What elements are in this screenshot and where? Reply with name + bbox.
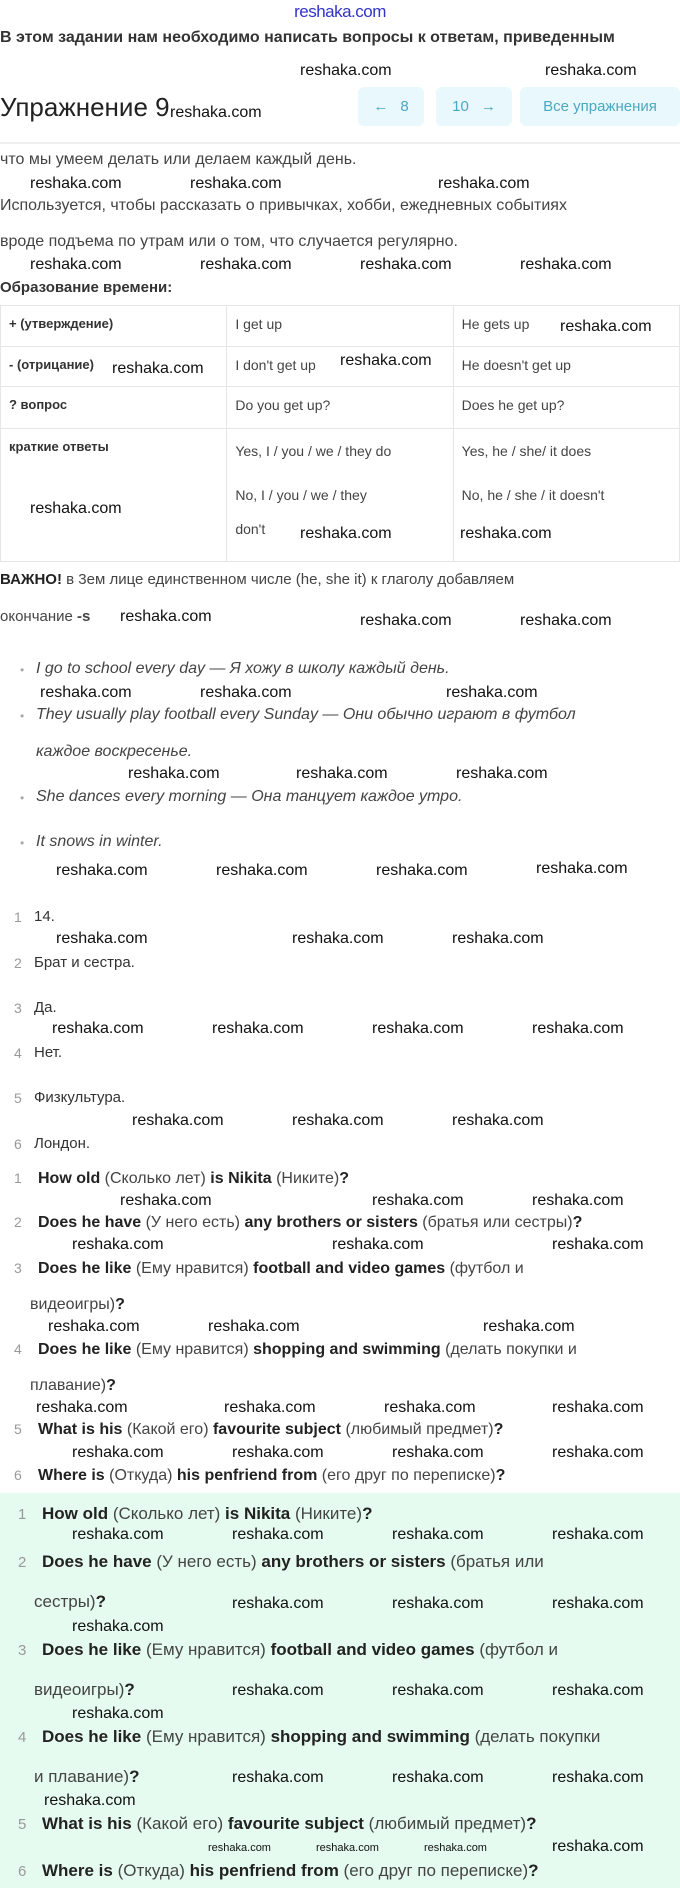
watermark: reshaka.com (212, 1020, 304, 1037)
translation: (У него есть) (141, 1214, 245, 1231)
watermark: reshaka.com (120, 1192, 212, 1209)
paragraph: Используется, чтобы рассказать о привычках, хобби, ежедневных событиях (0, 197, 567, 214)
watermark: reshaka.com (216, 862, 308, 879)
bold-phrase: ? (572, 1214, 583, 1231)
bold-phrase: Does he like (42, 1727, 142, 1746)
bold-phrase: any brothers or sisters (244, 1214, 418, 1231)
watermark: reshaka.com (552, 1399, 644, 1416)
cell-i: Do you get up? (227, 387, 453, 429)
bold-phrase: ? (124, 1680, 135, 1699)
example-item-cont: каждое воскресенье. (36, 743, 193, 760)
watermark: reshaka.com (392, 1595, 484, 1612)
item-number: 6 (14, 1467, 22, 1483)
watermark: reshaka.com (340, 352, 432, 369)
bold-phrase: Where is (38, 1467, 105, 1484)
watermark: reshaka.com (520, 256, 612, 273)
answer-item: Брат и сестра. (34, 954, 135, 971)
item-number: 4 (18, 1729, 27, 1746)
watermark: reshaka.com (392, 1682, 484, 1699)
bold-phrase: How old (42, 1504, 109, 1523)
arrow-left-icon: ← (373, 98, 389, 115)
watermark: reshaka.com (296, 765, 388, 782)
watermark: reshaka.com (392, 1769, 484, 1786)
paragraph: вроде подъема по утрам или о том, что случается регулярно. (0, 233, 458, 250)
watermark: reshaka.com (392, 1444, 484, 1461)
cell-i: I get up (227, 306, 453, 347)
bold-phrase: shopping and swimming (253, 1341, 441, 1358)
bold-phrase: football and video games (253, 1260, 446, 1277)
example-item: • It snows in winter. (36, 833, 163, 851)
example-item: • They usually play football every Sunday — Они обычно играют в футбол (36, 706, 576, 724)
bold-phrase: How old (38, 1170, 101, 1187)
important-prefix: окончание (0, 608, 78, 625)
translation: (У него есть) (151, 1552, 262, 1571)
watermark: reshaka.com (112, 360, 204, 377)
answer-item: 14. (34, 908, 55, 925)
watermark: reshaka.com (560, 318, 652, 335)
watermark: reshaka.com (300, 62, 392, 79)
translation: (Сколько лет) (108, 1504, 226, 1523)
question-item-cont (14, 1377, 116, 1395)
answer-item: Да. (34, 999, 57, 1016)
watermark: reshaka.com (232, 1682, 324, 1699)
bold-phrase: ? (106, 1377, 116, 1394)
item-number: 4 (14, 1341, 22, 1357)
translation: (братья или (445, 1552, 544, 1571)
watermark: reshaka.com (552, 1682, 644, 1699)
watermark: reshaka.com (552, 1838, 644, 1855)
watermark: reshaka.com (372, 1192, 464, 1209)
row-label: краткие ответы (1, 429, 227, 562)
watermark: reshaka.com (44, 1792, 136, 1809)
formation-heading: Образование времени: (0, 279, 173, 296)
watermark: reshaka.com (545, 62, 637, 79)
exercise-title: Упражнение 9 (0, 92, 170, 122)
important-note-line2 (0, 608, 90, 625)
translation: (Откуда) (112, 1861, 190, 1880)
watermark: reshaka.com (360, 256, 452, 273)
item-number: 3 (14, 1260, 22, 1276)
watermark: reshaka.com (376, 862, 468, 879)
translation: (любимый предмет) (363, 1814, 527, 1833)
example-item: • I go to school every day — Я хожу в школу каждый день. (36, 660, 450, 678)
translation: (футбол и (474, 1640, 559, 1659)
item-number: 1 (18, 1506, 27, 1523)
suffix: -s (77, 608, 91, 625)
question-item (18, 1804, 536, 1845)
answer-item: Физкультура. (34, 1089, 126, 1106)
translation: (Ему нравится) (141, 1640, 271, 1659)
watermark: reshaka.com (300, 525, 392, 542)
watermark: reshaka.com (30, 500, 122, 517)
item-number: 4 (14, 1045, 22, 1061)
watermark: reshaka.com (232, 1595, 324, 1612)
watermark: reshaka.com (56, 930, 148, 947)
example-item: • She dances every morning — Она танцует каждое утро. (36, 788, 462, 806)
bold-phrase: ? (129, 1767, 140, 1786)
next-label: 10 (452, 98, 469, 115)
translation: (делать покупки и (440, 1341, 577, 1358)
question-item (18, 1542, 544, 1583)
watermark: reshaka.com (72, 1618, 164, 1635)
translation: (футбол и (445, 1260, 524, 1277)
clipped-heading (0, 895, 680, 903)
question-item (14, 1467, 505, 1485)
watermark: reshaka.com (532, 1020, 624, 1037)
watermark: reshaka.com (72, 1236, 164, 1253)
bold-phrase: Does he have (42, 1552, 152, 1571)
question-item (18, 1630, 558, 1671)
cell-i: I don't get up (227, 347, 453, 387)
watermark: reshaka.com (36, 1399, 128, 1416)
translation: (Никите) (271, 1170, 340, 1187)
watermark: reshaka.com (316, 1842, 379, 1854)
watermark: reshaka.com (520, 612, 612, 629)
translation: (его друг по переписке) (338, 1861, 529, 1880)
watermark: reshaka.com (452, 930, 544, 947)
bold-phrase: his penfriend from (189, 1861, 339, 1880)
watermark: reshaka.com (452, 1112, 544, 1129)
bold-phrase: Where is (42, 1861, 113, 1880)
bold-phrase: ? (95, 1592, 106, 1611)
bold-phrase: ? (362, 1504, 373, 1523)
translation: и плавание) (34, 1767, 130, 1786)
cell-line: No, I / you / we / they (235, 487, 367, 503)
next-exercise-button[interactable] (436, 87, 512, 126)
prev-exercise-button[interactable] (358, 87, 424, 126)
watermark: reshaka.com (30, 175, 122, 192)
watermark: reshaka.com (536, 860, 628, 877)
watermark: reshaka.com (438, 175, 530, 192)
watermark: reshaka.com (483, 1318, 575, 1335)
bold-phrase: ? (339, 1170, 349, 1187)
cell-he: Does he get up? (453, 387, 679, 429)
bold-phrase: ? (526, 1814, 537, 1833)
translation: плавание) (30, 1377, 107, 1394)
important-label: ВАЖНО! (0, 571, 62, 588)
cell-he: He doesn't get up (453, 347, 679, 387)
watermark: reshaka.com (446, 684, 538, 701)
watermark: reshaka.com (72, 1705, 164, 1722)
bold-phrase: is Nikita (225, 1504, 291, 1523)
translation: (любимый предмет) (341, 1421, 494, 1438)
translation: (делать покупки (469, 1727, 601, 1746)
prev-label: 8 (400, 98, 409, 115)
bold-phrase: Does he like (38, 1341, 132, 1358)
watermark: reshaka.com (40, 684, 132, 701)
item-number: 3 (14, 1000, 22, 1016)
cell-line: Yes, I / you / we / they do (235, 443, 392, 459)
bold-phrase: What is his (38, 1421, 123, 1438)
translation: (Откуда) (104, 1467, 177, 1484)
translation: (Сколько лет) (100, 1170, 211, 1187)
cell-line: don't (235, 521, 266, 537)
bold-phrase: shopping and swimming (270, 1727, 470, 1746)
question-item (14, 1260, 524, 1278)
watermark: reshaka.com (392, 1526, 484, 1543)
watermark: reshaka.com (424, 1842, 487, 1854)
paragraph: что мы умеем делать или делаем каждый день. (0, 151, 357, 168)
translation: (Никите) (290, 1504, 363, 1523)
watermark: reshaka.com (208, 1842, 271, 1854)
item-number: 2 (18, 1554, 27, 1571)
question-item-cont (14, 1296, 125, 1314)
question-item (14, 1421, 503, 1439)
watermark: reshaka.com (292, 930, 384, 947)
watermark: reshaka.com (384, 1399, 476, 1416)
bold-phrase: any brothers or sisters (261, 1552, 446, 1571)
question-item (18, 1851, 539, 1892)
watermark: reshaka.com (72, 1444, 164, 1461)
question-item-cont (18, 1582, 106, 1622)
bold-phrase: ? (493, 1421, 504, 1438)
watermark: reshaka.com (170, 104, 262, 121)
item-number: 1 (14, 909, 22, 925)
bold-phrase: ? (495, 1467, 506, 1484)
item-number: 5 (14, 1090, 22, 1106)
all-exercises-label: Все упражнения (543, 98, 657, 115)
watermark: reshaka.com (200, 256, 292, 273)
question-item-cont (18, 1757, 139, 1797)
intro-text: В этом задании нам необходимо написать вопросы к ответам, приведенным (0, 29, 615, 46)
watermark: reshaka.com (360, 612, 452, 629)
watermark: reshaka.com (224, 1399, 316, 1416)
translation: видеоигры) (34, 1680, 125, 1699)
divider (0, 142, 680, 144)
table-row (1, 387, 680, 429)
watermark: reshaka.com (232, 1526, 324, 1543)
watermark: reshaka.com (128, 765, 220, 782)
watermark: reshaka.com (552, 1444, 644, 1461)
watermark: reshaka.com (200, 684, 292, 701)
question-item-cont (18, 1670, 135, 1710)
bold-phrase: is Nikita (210, 1170, 272, 1187)
watermark: reshaka.com (190, 175, 282, 192)
cell-line: No, he / she / it doesn't (461, 487, 605, 503)
bold-phrase: ? (115, 1296, 125, 1313)
translation: (Ему нравится) (141, 1727, 271, 1746)
bold-phrase: favourite subject (227, 1814, 364, 1833)
bold-phrase: Does he like (42, 1640, 142, 1659)
watermark: reshaka.com (552, 1526, 644, 1543)
row-label: ? вопрос (1, 387, 227, 429)
translation: (Ему нравится) (131, 1260, 254, 1277)
watermark: reshaka.com (48, 1318, 140, 1335)
cell-line: Yes, he / she/ it does (461, 443, 592, 459)
item-number: 5 (18, 1816, 27, 1833)
translation: (братья или сестры) (417, 1214, 573, 1231)
cell-he: He gets up (453, 306, 679, 347)
watermark: reshaka.com (52, 1020, 144, 1037)
row-label: - (отрицание) (1, 347, 227, 387)
watermark: reshaka.com (552, 1236, 644, 1253)
site-logo[interactable]: reshaka.com (294, 2, 386, 21)
watermark: reshaka.com (552, 1595, 644, 1612)
answer-item: Лондон. (34, 1135, 91, 1152)
watermark: reshaka.com (372, 1020, 464, 1037)
watermark: reshaka.com (232, 1769, 324, 1786)
bold-phrase: football and video games (270, 1640, 475, 1659)
watermark: reshaka.com (208, 1318, 300, 1335)
important-text: в 3ем лице единственном числе (he, she it) к глаголу добавляем (61, 571, 515, 588)
watermark: reshaka.com (72, 1526, 164, 1543)
row-label: + (утверждение) (1, 306, 227, 347)
watermark: reshaka.com (532, 1192, 624, 1209)
translation: (его друг по переписке) (317, 1467, 496, 1484)
watermark: reshaka.com (132, 1112, 224, 1129)
item-number: 1 (14, 1170, 22, 1186)
question-item (14, 1341, 577, 1359)
bold-phrase: What is his (42, 1814, 132, 1833)
bold-phrase: his penfriend from (176, 1467, 318, 1484)
important-note (0, 571, 514, 588)
item-number: 2 (14, 955, 22, 971)
formation-table (0, 305, 680, 562)
watermark: reshaka.com (292, 1112, 384, 1129)
bold-phrase: Does he like (38, 1260, 132, 1277)
bold-phrase: Does he have (38, 1214, 142, 1231)
item-number: 6 (18, 1863, 27, 1880)
bold-phrase: ? (528, 1861, 539, 1880)
item-number: 3 (18, 1642, 27, 1659)
question-item (18, 1717, 600, 1758)
item-number: 6 (14, 1136, 22, 1152)
translation: (Какой его) (131, 1814, 228, 1833)
answer-item: Нет. (34, 1044, 63, 1061)
question-item (14, 1214, 582, 1232)
watermark: reshaka.com (552, 1769, 644, 1786)
arrow-right-icon: → (480, 98, 496, 115)
watermark: reshaka.com (30, 256, 122, 273)
bold-phrase: favourite subject (212, 1421, 341, 1438)
watermark: reshaka.com (232, 1444, 324, 1461)
translation: (Какой его) (122, 1421, 213, 1438)
item-number: 2 (14, 1214, 22, 1230)
item-number: 5 (14, 1421, 22, 1437)
translation: (Ему нравится) (131, 1341, 254, 1358)
question-item (14, 1170, 349, 1188)
watermark: reshaka.com (332, 1236, 424, 1253)
translation: сестры) (34, 1592, 96, 1611)
all-exercises-button[interactable] (520, 87, 680, 126)
watermark: reshaka.com (56, 862, 148, 879)
watermark: reshaka.com (120, 608, 212, 625)
translation: видеоигры) (30, 1296, 116, 1313)
watermark: reshaka.com (460, 525, 552, 542)
watermark: reshaka.com (456, 765, 548, 782)
